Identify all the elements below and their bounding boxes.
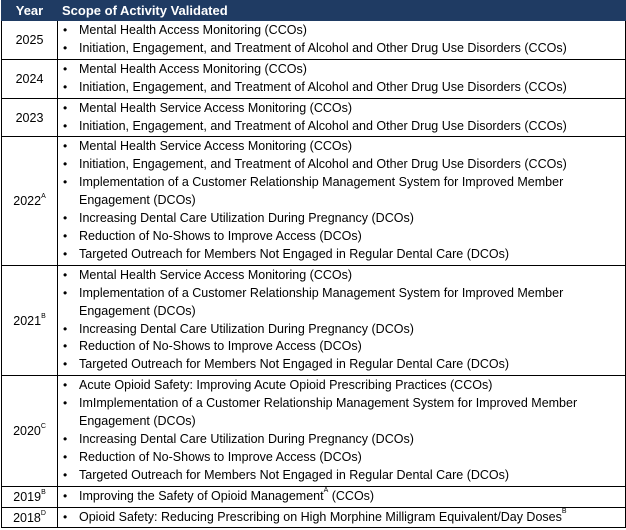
activity-item [61, 61, 622, 79]
activity-text: Reduction of No-Shows to Improve Access (DCOs) [79, 228, 362, 243]
activity-text: Reduction of No-Shows to Improve Access (DCOs) [79, 339, 362, 354]
activity-item [61, 118, 622, 136]
activity-text: Initiation, Engagement, and Treatment of Alcohol and Other Drug Use Disorders (CCOs) [79, 118, 567, 133]
activity-item [61, 509, 622, 527]
activity-item [61, 156, 622, 174]
activity-text: Targeted Outreach for Members Not Engaged in Regular Dental Care (DCOs) [79, 357, 510, 372]
scope-cell [58, 137, 626, 265]
activity-item [61, 395, 622, 431]
activity-text: Initiation, Engagement, and Treatment of Alcohol and Other Drug Use Disorders (CCOs) [79, 157, 567, 172]
activity-item [61, 449, 622, 467]
year-label: 2023 [15, 110, 44, 125]
activity-item [61, 321, 622, 339]
table-row [2, 507, 626, 528]
activity-list [61, 61, 622, 97]
activity-item [61, 40, 622, 58]
activity-footnote-marker: A [323, 486, 329, 494]
validation-table [1, 0, 626, 528]
year-cell [2, 265, 58, 375]
activity-text: Increasing Dental Care Utilization During Pregnancy (DCOs) [79, 431, 414, 446]
table-row [2, 21, 626, 60]
year-cell [2, 376, 58, 486]
year-footnote-marker: B [41, 312, 46, 320]
scope-cell [58, 98, 626, 137]
activity-text: Improving the Safety of Opioid Management [79, 488, 324, 503]
scope-cell [58, 59, 626, 98]
year-column-header: Year [2, 1, 58, 21]
year-label: 2024 [15, 71, 44, 86]
activity-text: Implementation of a Customer Relationship Management System for Improved Member Engagement (DCOs) [79, 175, 564, 208]
activity-text: Implementation of a Customer Relationship Management System for Improved Member Engagement (DCOs) [79, 285, 564, 318]
year-footnote-marker: B [41, 488, 46, 496]
table-row [2, 137, 626, 265]
year-cell [2, 137, 58, 265]
table-row [2, 486, 626, 507]
activity-text: ImImplementation of a Customer Relationship Management System for Improved Member Engagement (DCOs) [79, 396, 578, 429]
table-row [2, 265, 626, 375]
activity-text: Initiation, Engagement, and Treatment of Alcohol and Other Drug Use Disorders (CCOs) [79, 40, 567, 55]
activity-item [61, 174, 622, 210]
scope-cell [58, 507, 626, 528]
year-footnote-marker: D [40, 509, 46, 517]
activity-item [61, 22, 622, 40]
activity-item [61, 431, 622, 449]
year-label: 2025 [15, 32, 44, 47]
activity-text: Initiation, Engagement, and Treatment of Alcohol and Other Drug Use Disorders (CCOs) [79, 79, 567, 94]
activity-item [61, 100, 622, 118]
activity-item [61, 467, 622, 485]
activity-text: Mental Health Access Monitoring (CCOs) [79, 23, 307, 37]
table-row [2, 59, 626, 98]
scope-column-header: Scope of Activity Validated [58, 1, 626, 21]
activity-text-suffix: (CCOs) [328, 488, 375, 503]
activity-text: Targeted Outreach for Members Not Engaged in Regular Dental Care (DCOs) [79, 246, 510, 261]
activity-item [61, 338, 622, 356]
year-label: 2021 [13, 313, 42, 328]
year-footnote-marker: A [41, 193, 46, 201]
activity-text: Reduction of No-Shows to Improve Access (DCOs) [79, 449, 362, 464]
year-cell [2, 21, 58, 60]
activity-list [61, 488, 622, 506]
activity-item [61, 285, 622, 321]
activity-text: Increasing Dental Care Utilization During Pregnancy (DCOs) [79, 321, 414, 336]
activity-item [61, 79, 622, 97]
activity-footnote-marker: B [561, 507, 567, 515]
table-row [2, 376, 626, 486]
year-cell [2, 98, 58, 137]
activity-item [61, 138, 622, 156]
activity-list [61, 509, 622, 527]
activity-text: Mental Health Service Access Monitoring (CCOs) [79, 139, 353, 154]
year-label: 2020 [13, 423, 41, 438]
table-row [2, 98, 626, 137]
activity-item [61, 210, 622, 228]
activity-text: Mental Health Access Monitoring (CCOs) [79, 61, 307, 76]
table-body [2, 21, 626, 528]
year-cell [2, 59, 58, 98]
activity-list [61, 267, 622, 374]
activity-list [61, 138, 622, 263]
activity-item [61, 488, 622, 506]
scope-cell [58, 486, 626, 507]
year-cell [2, 486, 58, 507]
activity-item [61, 246, 622, 264]
activity-list [61, 22, 622, 58]
scope-cell [58, 265, 626, 375]
year-label: 2019 [13, 489, 42, 504]
activity-text: Increasing Dental Care Utilization During Pregnancy (DCOs) [79, 211, 414, 226]
activity-text: Mental Health Service Access Monitoring (CCOs) [79, 267, 353, 282]
activity-item [61, 267, 622, 285]
activity-list [61, 100, 622, 136]
activity-item [61, 228, 622, 246]
activity-text: Opioid Safety: Reducing Prescribing on High Morphine Milligram Equivalent/Day Doses [79, 509, 562, 524]
year-label: 2018 [13, 510, 41, 525]
activity-list [61, 377, 622, 484]
activity-text: Targeted Outreach for Members Not Engaged in Regular Dental Care (DCOs) [79, 467, 510, 482]
activity-item [61, 377, 622, 395]
table-header-row [2, 1, 626, 21]
year-label: 2022 [13, 194, 42, 209]
year-footnote-marker: C [40, 422, 46, 430]
year-cell [2, 507, 58, 528]
activity-item [61, 356, 622, 374]
scope-cell [58, 376, 626, 486]
scope-cell [58, 21, 626, 60]
activity-text: Acute Opioid Safety: Improving Acute Opioid Prescribing Practices (CCOs) [79, 378, 493, 393]
activity-text: Mental Health Service Access Monitoring (CCOs) [79, 100, 353, 115]
